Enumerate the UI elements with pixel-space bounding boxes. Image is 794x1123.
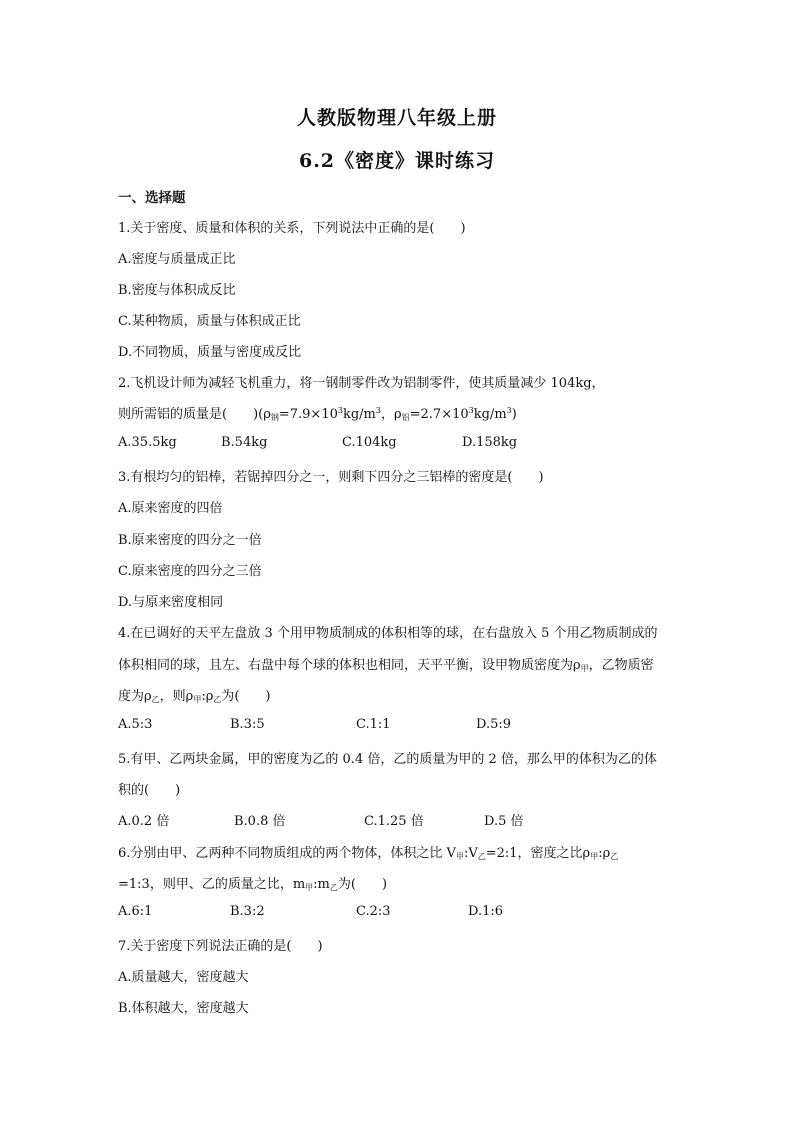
question-6-option-d: D.1:6: [468, 904, 504, 919]
question-1-option-a: A.密度与质量成正比: [118, 252, 236, 267]
question-1-option-c: C.某种物质，质量与体积成正比: [118, 314, 301, 329]
question-6-option-a: A.6:1: [118, 904, 153, 919]
question-4-stem-line1: 4.在已调好的天平左盘放 3 个用甲物质制成的体积相等的球，在右盘放入 5 个用乙物质制成的: [118, 626, 658, 641]
question-6-stem-line1: 6.分别由甲、乙两种不同物质组成的两个物体，体积之比 $V_甲:V_乙=2:1$，密度之比$\rho_甲:\rho_乙$: [118, 846, 619, 861]
question-2-stem-line2: 则所需铝的质量是( )($\rho_钢=7.9\times 10^3kg/m^3$，$\rho_铝=2.7\times 10^3kg/m^3$): [118, 406, 517, 422]
question-5-option-b: B.0.8 倍: [234, 814, 286, 829]
question-1-option-d: D.不同物质，质量与密度成反比: [118, 345, 302, 360]
question-5-option-a: A.0.2 倍: [118, 814, 170, 829]
question-3-option-c: C.原来密度的四分之三倍: [118, 564, 262, 579]
section-heading: 一、选择题: [118, 190, 186, 206]
question-6-option-b: B.3:2: [230, 904, 265, 919]
question-1-option-b: B.密度与体积成反比: [118, 283, 236, 298]
document-title: 人教版物理八年级上册: [296, 107, 497, 129]
question-2-option-b: B.54kg: [221, 435, 268, 450]
document-subtitle: 6.2《密度》课时练习: [298, 150, 496, 172]
question-6-option-c: C.2:3: [356, 904, 391, 919]
question-1-stem: 1.关于密度、质量和体积的关系，下列说法中正确的是( ): [118, 221, 466, 236]
question-3-option-a: A.原来密度的四倍: [118, 501, 223, 516]
question-3-option-b: B.原来密度的四分之一倍: [118, 533, 262, 548]
question-5-option-d: D.5 倍: [484, 814, 524, 829]
question-5-stem-line1: 5.有甲、乙两块金属，甲的密度为乙的 0.4 倍，乙的质量为甲的 2 倍，那么甲的体积为乙的体: [118, 752, 657, 767]
question-4-stem-line2: 体积相同的球，且左、右盘中每个球的体积也相同，天平平衡，设甲物质密度为$\rho_甲$，乙物质密: [118, 658, 654, 673]
question-4-option-b: B.3:5: [230, 717, 265, 732]
question-7-option-b: B.体积越大，密度越大: [118, 1001, 249, 1016]
question-4-option-a: A.5:3: [118, 717, 153, 732]
question-2-option-d: D.158kg: [462, 435, 518, 450]
question-4-option-c: C.1:1: [356, 717, 391, 732]
question-3-stem: 3.有根均匀的铝棒，若锯掉四分之一，则剩下四分之三铝棒的密度是( ): [118, 470, 544, 485]
question-5-option-c: C.1.25 倍: [364, 814, 424, 829]
question-3-option-d: D.与原来密度相同: [118, 595, 224, 610]
question-6-stem-line2: =1:3，则甲、乙的质量之比，$m_甲:m_乙$为( ): [118, 877, 388, 892]
question-5-stem-line2: 积的( ): [118, 783, 181, 798]
question-2-option-c: C.104kg: [342, 435, 397, 450]
question-4-option-d: D.5:9: [476, 717, 512, 732]
question-2-stem-line1: 2.飞机设计师为减轻飞机重力，将一钢制零件改为铝制零件，使其质量减少 104kg，: [118, 376, 605, 391]
question-2-option-a: A.35.5kg: [118, 435, 177, 450]
question-4-stem-line3: 度为$\rho_乙$，则$\rho_甲:\rho_乙$为( ): [118, 689, 271, 704]
question-7-option-a: A.质量越大，密度越大: [118, 970, 249, 985]
question-7-stem: 7.关于密度下列说法正确的是( ): [118, 939, 323, 954]
